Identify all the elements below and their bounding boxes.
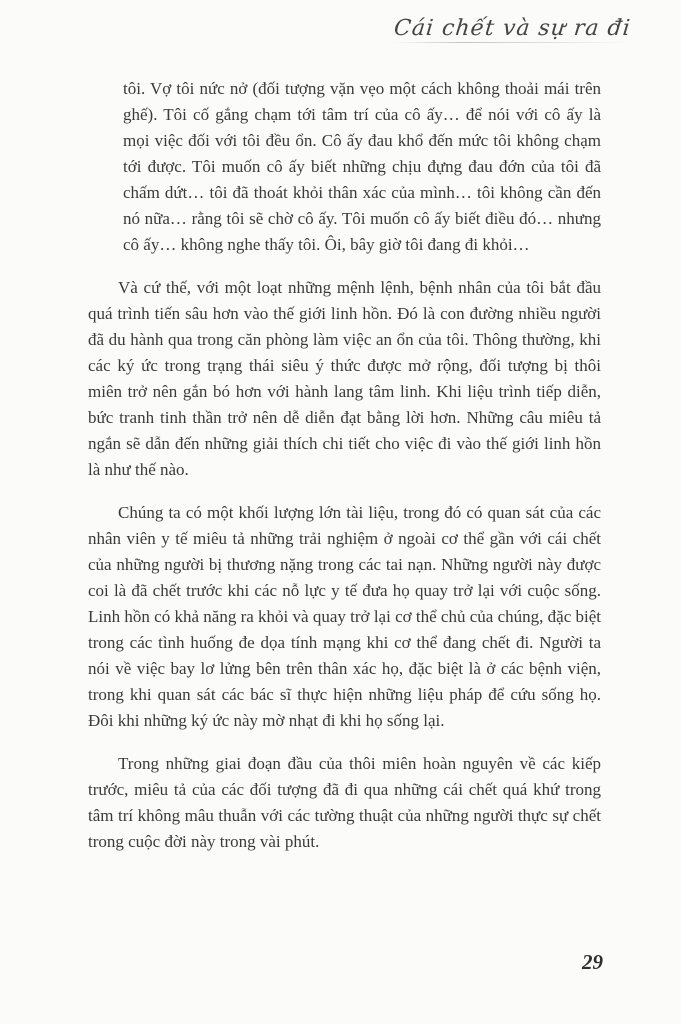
running-header: Cái chết và sự ra đi (393, 16, 633, 41)
quote-paragraph: tôi. Vợ tôi nức nở (đối tượng vặn vẹo một cách không thoải mái trên ghế). Tôi cố gắng chạm tới tâm trí của cô ấy… để nói với cô ấy là mọi việc đối với tôi đều ổn. Cô ấy đau khổ đến mức tôi không chạm tới được. Tôi muốn cô ấy biết những chịu đựng đau đớn của tôi đã chấm dứt… tôi đã thoát khỏi thân xác của mình… tôi không cần đến nó nữa… rằng tôi sẽ chờ cô ấy. Tôi muốn cô ấy biết điều đó… nhưng cô ấy… không nghe thấy tôi. Ôi, bây giờ tôi đang đi khỏi… (123, 79, 601, 254)
page-number: 29 (582, 950, 603, 974)
body-paragraph: Chúng ta có một khối lượng lớn tài liệu, trong đó có quan sát của các nhân viên y tế miêu tả những trải nghiệm ở ngoài cơ thể gần với cái chết của những người bị thương nặng trong các tai nạn. Những người này được coi là đã chết trước khi các nỗ lực y tế đưa họ quay trở lại với cuộc sống. Linh hồn có khả năng ra khỏi và quay trở lại cơ thể chủ của chúng, đặc biệt trong các tình huống đe dọa tính mạng khi cơ thể đang chết đi. Người ta nói về việc bay lơ lửng bên trên thân xác họ, đặc biệt là ở các bệnh viện, trong khi quan sát các bác sĩ thực hiện những liệu pháp để cứu sống họ. Đôi khi những ký ức này mờ nhạt đi khi họ sống lại. (88, 503, 601, 730)
body-paragraph: Trong những giai đoạn đầu của thôi miên hoàn nguyên về các kiếp trước, miêu tả của các đối tượng đã đi qua những cái chết quá khứ trong tâm trí không mâu thuẫn với các tường thuật của những người thực sự chết trong cuộc đời này trong vài phút. (88, 754, 601, 851)
body-paragraph: Và cứ thế, với một loạt những mệnh lệnh, bệnh nhân của tôi bắt đầu quá trình tiến sâu hơn vào thế giới linh hồn. Đó là con đường nhiều người đã du hành qua trong căn phòng làm việc an ổn của tôi. Thông thường, khi các ký ức trong trạng thái siêu ý thức được mở rộng, đối tượng bị thôi miên trở nên gắn bó hơn với hành lang tâm linh. Khi liệu trình tiếp diễn, bức tranh tinh thần trở nên dễ diễn đạt bằng lời hơn. Những câu miêu tả ngắn sẽ dẫn đến những giải thích chi tiết cho việc đi vào thế giới linh hồn là như thế nào. (88, 278, 601, 479)
page-body (88, 76, 601, 855)
